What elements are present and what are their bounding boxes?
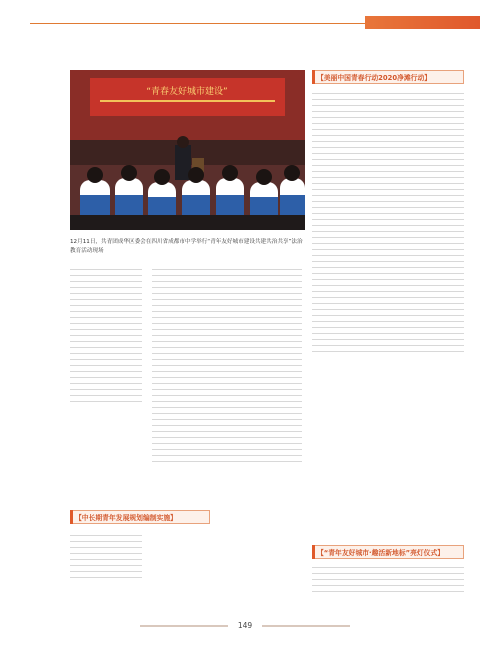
header-rule	[30, 23, 365, 24]
page-decoration-left	[140, 625, 228, 627]
middle-column	[152, 264, 302, 467]
banner-text: “青春友好城市建设”	[146, 87, 228, 97]
header-tab	[365, 16, 480, 42]
left-column-continued	[70, 530, 142, 583]
page-number: 149	[237, 621, 253, 630]
page-decoration-right	[262, 625, 350, 627]
unreadable-paragraph	[152, 269, 302, 462]
event-photo	[70, 70, 305, 230]
unreadable-paragraph	[70, 535, 142, 578]
section-heading-lighting-ceremony: 【“青年友好城市·趣活新地标”亮灯仪式】	[312, 545, 464, 559]
unreadable-paragraph	[312, 93, 464, 352]
section-heading-youth-plan: 【中长期青年发展规划编制实施】	[70, 510, 210, 524]
right-column-bottom	[312, 562, 464, 597]
section-heading-beach-cleanup: 【美丽中国青春行动2020净滩行动】	[312, 70, 464, 84]
unreadable-paragraph	[312, 567, 464, 592]
event-photo-illustration	[70, 70, 305, 230]
right-column	[312, 88, 464, 357]
photo-caption: 12月11日，共青团成华区委会在四川省成都市中学举行“青年友好城市建设共建共治共享”法治教育活动现场	[70, 239, 303, 254]
left-column	[70, 264, 142, 407]
header-title: 共青团城市服务	[418, 34, 474, 42]
unreadable-paragraph	[70, 269, 142, 402]
